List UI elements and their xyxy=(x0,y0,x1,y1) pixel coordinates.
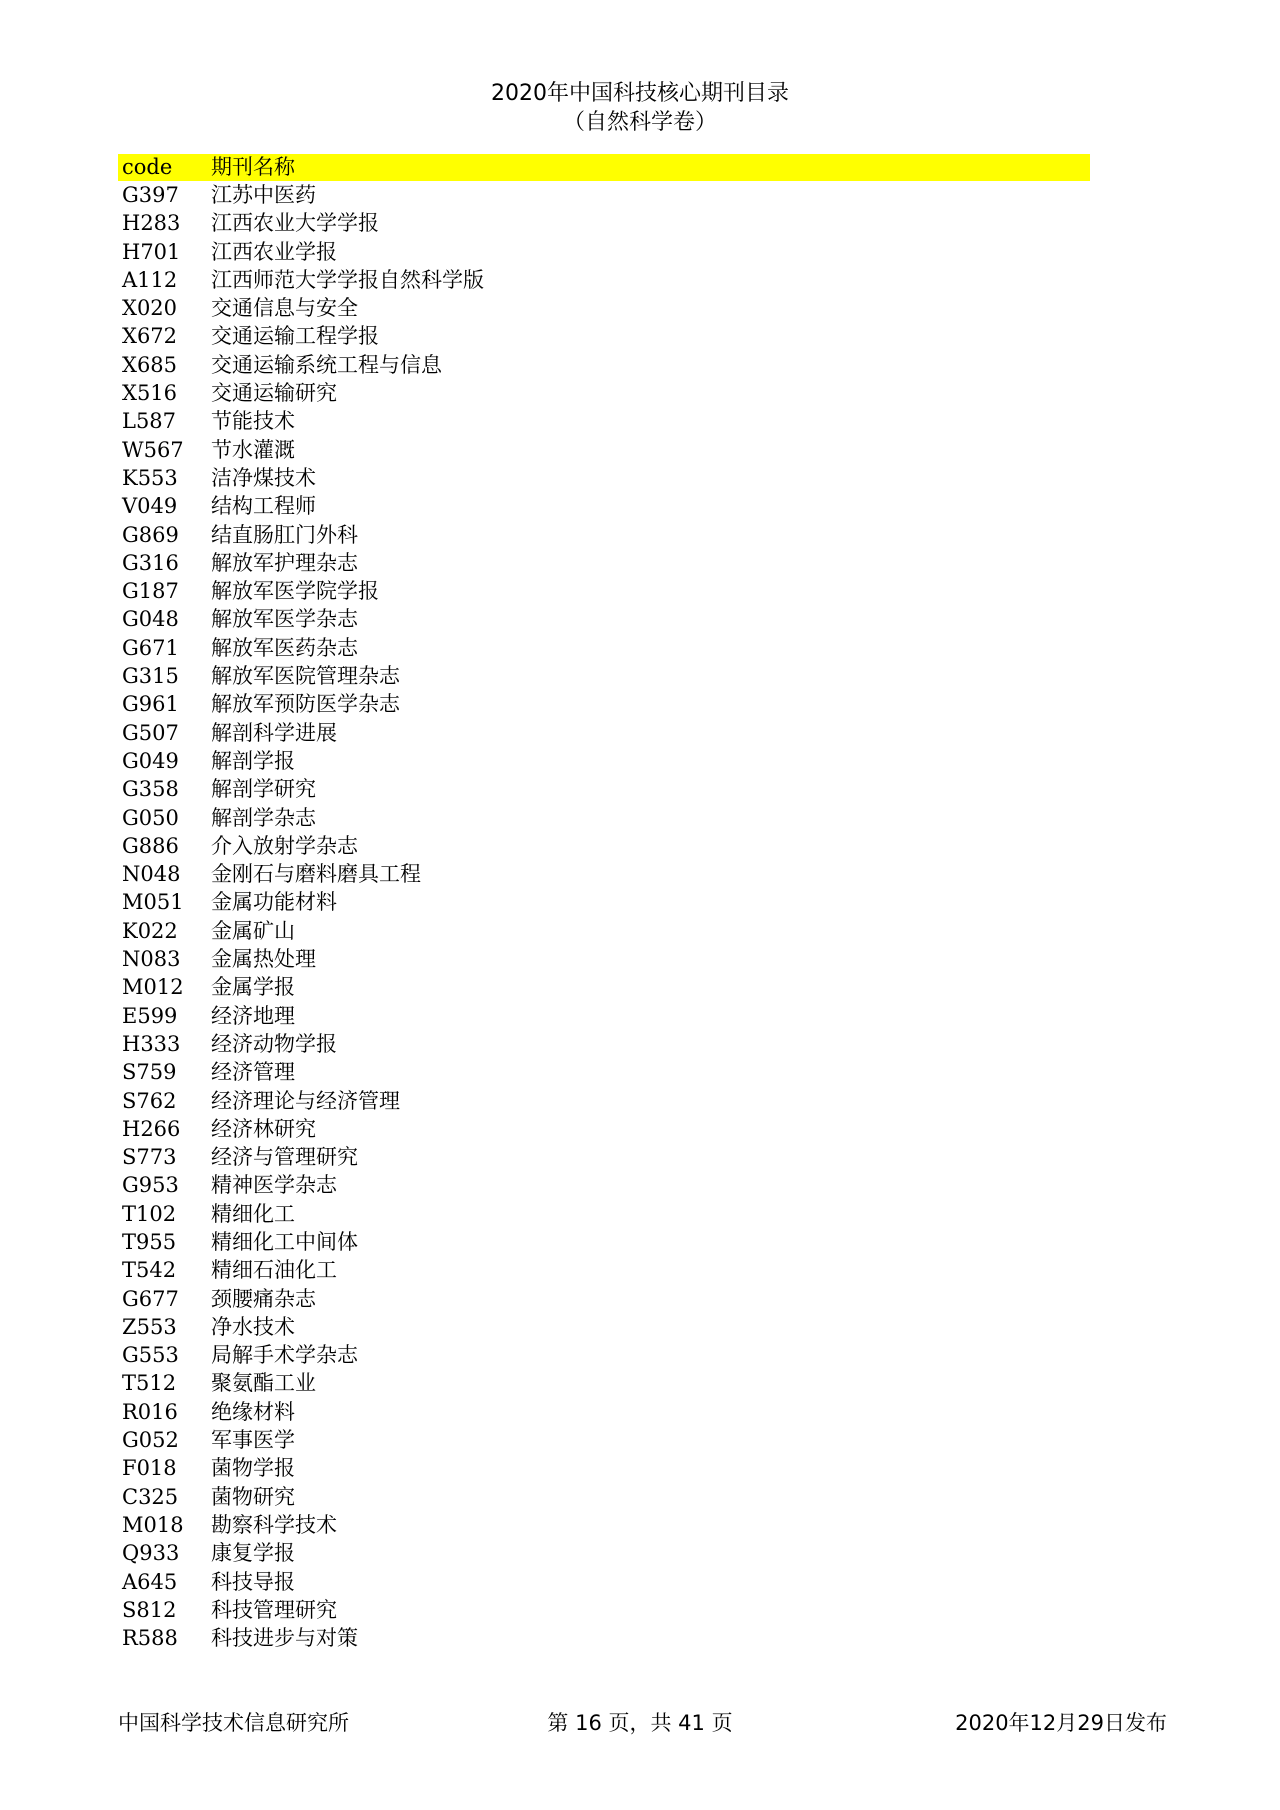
journal-name: 经济与管理研究 xyxy=(211,1145,358,1170)
table-row xyxy=(118,1030,1090,1058)
journal-name: 经济理论与经济管理 xyxy=(211,1088,400,1113)
journal-code: F018 xyxy=(122,1456,177,1481)
table-row xyxy=(118,860,1090,888)
journal-name: 交通运输研究 xyxy=(211,381,337,406)
journal-code: G507 xyxy=(122,720,179,745)
journal-code: T512 xyxy=(122,1371,177,1396)
footer-institute: 中国科学技术信息研究所 xyxy=(118,1711,349,1735)
table-row xyxy=(118,1313,1090,1341)
journal-code: Q933 xyxy=(122,1541,180,1566)
table-row xyxy=(118,832,1090,860)
journal-code: M051 xyxy=(122,890,184,915)
journal-name: 精细化工 xyxy=(211,1201,295,1226)
journal-code: X672 xyxy=(122,324,178,349)
journal-code: G052 xyxy=(122,1428,179,1453)
table-row xyxy=(118,662,1090,690)
journal-name: 金刚石与磨料磨具工程 xyxy=(211,862,421,887)
journal-code: G397 xyxy=(122,183,179,207)
table-row xyxy=(118,690,1090,718)
page-title: 2020年中国科技核心期刊目录 xyxy=(491,81,789,106)
journal-name: 解放军预防医学杂志 xyxy=(211,692,400,717)
journal-name: 经济管理 xyxy=(211,1060,295,1085)
table-row xyxy=(118,351,1090,379)
table-row xyxy=(118,917,1090,945)
table-row xyxy=(118,747,1090,775)
table-row xyxy=(118,294,1090,322)
table-row xyxy=(118,379,1090,407)
table-row xyxy=(118,605,1090,633)
journal-code: M012 xyxy=(122,975,184,1000)
header-code: code xyxy=(122,155,173,179)
journal-name: 交通运输工程学报 xyxy=(211,324,379,349)
table-row xyxy=(118,181,1090,209)
journal-name: 精神医学杂志 xyxy=(211,1173,337,1198)
journal-code: G677 xyxy=(122,1286,179,1311)
table-row xyxy=(118,549,1090,577)
journal-name: 勘察科学技术 xyxy=(211,1512,337,1537)
table-row xyxy=(118,1256,1090,1284)
table-row xyxy=(118,1539,1090,1567)
table-row xyxy=(118,1369,1090,1397)
journal-name: 康复学报 xyxy=(211,1541,295,1566)
journal-name: 节能技术 xyxy=(211,409,295,434)
journal-name: 洁净煤技术 xyxy=(211,465,316,490)
journal-code: T955 xyxy=(122,1229,177,1254)
journal-name: 科技进步与对策 xyxy=(211,1626,358,1651)
journal-name: 结直肠肛门外科 xyxy=(211,522,358,547)
journal-code: X516 xyxy=(122,381,178,406)
journal-name: 科技导报 xyxy=(211,1569,295,1594)
journal-name: 解放军医学院学报 xyxy=(211,579,379,604)
journal-code: R588 xyxy=(122,1626,178,1651)
table-row xyxy=(118,464,1090,492)
journal-name: 颈腰痛杂志 xyxy=(211,1286,316,1311)
journal-code: G187 xyxy=(122,579,179,604)
journal-name: 解剖科学进展 xyxy=(211,720,337,745)
journal-code: T542 xyxy=(122,1258,177,1283)
journal-name: 解放军医学杂志 xyxy=(211,607,358,632)
journal-code: H701 xyxy=(122,239,181,264)
footer-publish-date: 2020年12月29日发布 xyxy=(955,1711,1167,1735)
journal-name: 解剖学报 xyxy=(211,748,295,773)
journal-code: M018 xyxy=(122,1512,184,1537)
table-row xyxy=(118,1058,1090,1086)
journal-name: 解放军医院管理杂志 xyxy=(211,664,400,689)
table-row xyxy=(118,577,1090,605)
journal-code: G358 xyxy=(122,777,179,802)
journal-name: 经济地理 xyxy=(211,1003,295,1028)
journal-name: 江苏中医药 xyxy=(211,183,316,207)
table-row xyxy=(118,1341,1090,1369)
journal-code: G553 xyxy=(122,1343,179,1368)
journal-code: G050 xyxy=(122,805,179,830)
journal-name: 菌物研究 xyxy=(211,1484,295,1509)
journal-name: 江西农业大学学报 xyxy=(211,211,379,236)
journal-name: 解放军医药杂志 xyxy=(211,635,358,660)
journal-code: E599 xyxy=(122,1003,178,1028)
journal-code: R016 xyxy=(122,1399,178,1424)
journal-code: G316 xyxy=(122,550,179,575)
header-journal-name: 期刊名称 xyxy=(211,155,295,179)
table-row xyxy=(118,634,1090,662)
journal-code: L587 xyxy=(122,409,177,434)
journal-code: G886 xyxy=(122,833,179,858)
journal-code: A112 xyxy=(122,267,178,292)
table-row xyxy=(118,209,1090,237)
journal-name: 科技管理研究 xyxy=(211,1597,337,1622)
table-row xyxy=(118,1285,1090,1313)
journal-code: N048 xyxy=(122,862,181,887)
table-row xyxy=(118,1568,1090,1596)
table-row xyxy=(118,1596,1090,1624)
journal-code: A645 xyxy=(122,1569,178,1594)
journal-code: X020 xyxy=(122,296,178,321)
journal-name: 介入放射学杂志 xyxy=(211,833,358,858)
table-row xyxy=(118,1511,1090,1539)
journal-name: 交通信息与安全 xyxy=(211,296,358,321)
journal-code: H266 xyxy=(122,1116,181,1141)
journal-name: 解放军护理杂志 xyxy=(211,550,358,575)
table-row xyxy=(118,492,1090,520)
journal-name: 交通运输系统工程与信息 xyxy=(211,352,442,377)
table-row xyxy=(118,775,1090,803)
journal-code: K553 xyxy=(122,465,178,490)
journal-name: 金属功能材料 xyxy=(211,890,337,915)
journal-name: 净水技术 xyxy=(211,1314,295,1339)
footer-page-number: 第 16 页，共 41 页 xyxy=(547,1711,733,1735)
journal-name: 菌物学报 xyxy=(211,1456,295,1481)
table-row xyxy=(118,1624,1090,1652)
table-row xyxy=(118,521,1090,549)
journal-name: 金属学报 xyxy=(211,975,295,1000)
journal-name: 军事医学 xyxy=(211,1428,295,1453)
journal-code: S762 xyxy=(122,1088,177,1113)
table-row xyxy=(118,719,1090,747)
journal-code: S812 xyxy=(122,1597,177,1622)
journal-name: 江西农业学报 xyxy=(211,239,337,264)
table-row xyxy=(118,322,1090,350)
table-row xyxy=(118,407,1090,435)
table-row xyxy=(118,1426,1090,1454)
journal-code: N083 xyxy=(122,947,181,972)
journal-name: 精细化工中间体 xyxy=(211,1229,358,1254)
table-row xyxy=(118,1115,1090,1143)
page-subtitle: （自然科学卷） xyxy=(562,110,717,135)
journal-name: 经济动物学报 xyxy=(211,1031,337,1056)
journal-code: G048 xyxy=(122,607,179,632)
journal-code: H333 xyxy=(122,1031,181,1056)
journal-name: 金属热处理 xyxy=(211,947,316,972)
journal-code: Z553 xyxy=(122,1314,177,1339)
journal-code: X685 xyxy=(122,352,178,377)
journal-code: S773 xyxy=(122,1145,177,1170)
journal-code: G315 xyxy=(122,664,179,689)
table-row xyxy=(118,973,1090,1001)
journal-code: S759 xyxy=(122,1060,177,1085)
journal-table xyxy=(118,154,1090,1652)
journal-code: G953 xyxy=(122,1173,179,1198)
table-row xyxy=(118,266,1090,294)
journal-code: G049 xyxy=(122,748,179,773)
journal-name: 经济林研究 xyxy=(211,1116,316,1141)
journal-code: H283 xyxy=(122,211,181,236)
journal-code: G961 xyxy=(122,692,179,717)
journal-name: 局解手术学杂志 xyxy=(211,1343,358,1368)
table-row xyxy=(118,1228,1090,1256)
journal-name: 精细石油化工 xyxy=(211,1258,337,1283)
journal-name: 解剖学研究 xyxy=(211,777,316,802)
table-row xyxy=(118,1200,1090,1228)
table-row xyxy=(118,1002,1090,1030)
table-row xyxy=(118,1398,1090,1426)
table-body xyxy=(118,181,1090,1652)
journal-name: 解剖学杂志 xyxy=(211,805,316,830)
journal-code: T102 xyxy=(122,1201,177,1226)
journal-code: K022 xyxy=(122,918,178,943)
journal-name: 节水灌溉 xyxy=(211,437,295,462)
table-row xyxy=(118,1087,1090,1115)
journal-code: G671 xyxy=(122,635,179,660)
table-row xyxy=(118,1483,1090,1511)
journal-name: 金属矿山 xyxy=(211,918,295,943)
table-header-row xyxy=(118,154,1090,181)
table-row xyxy=(118,1454,1090,1482)
journal-code: C325 xyxy=(122,1484,179,1509)
journal-name: 聚氨酯工业 xyxy=(211,1371,316,1396)
journal-name: 江西师范大学学报自然科学版 xyxy=(211,267,484,292)
table-row xyxy=(118,1143,1090,1171)
journal-code: W567 xyxy=(122,437,184,462)
table-row xyxy=(118,804,1090,832)
journal-code: G869 xyxy=(122,522,179,547)
table-row xyxy=(118,1171,1090,1199)
journal-code: V049 xyxy=(122,494,178,519)
table-row xyxy=(118,945,1090,973)
journal-name: 结构工程师 xyxy=(211,494,316,519)
table-row xyxy=(118,436,1090,464)
table-row xyxy=(118,888,1090,916)
journal-name: 绝缘材料 xyxy=(211,1399,295,1424)
table-row xyxy=(118,238,1090,266)
